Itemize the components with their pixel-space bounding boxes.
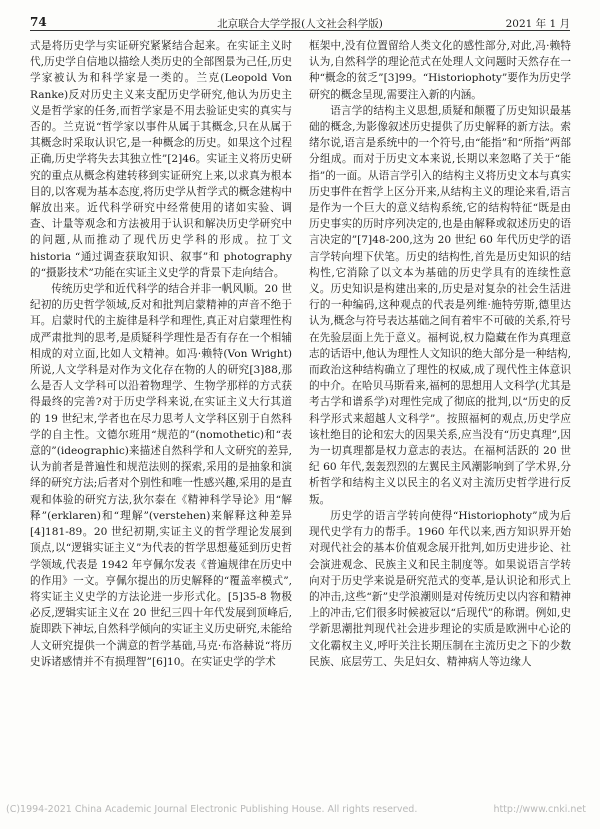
running-header [30, 14, 570, 31]
issue-date: 2021 年 1 月 [505, 18, 570, 30]
page-number: 74 [30, 15, 47, 29]
paragraph: 传统历史学和近代科学的结合并非一帆风顺。20 世纪初的历史哲学领域,反对和批判启蒙精神的声音不绝于耳。启蒙时代的主旋律是科学和理性,真正对启蒙理性构成严肃批判的思考,是质疑科学理性是否有存在一个相辅相成的对立面,比如人文精神。如冯·赖特(Von Wright)所说,人文学科是对作为文化存在物的人的研究[3]88,那么是否人文学科可以沿着物理学、生物学那样的方式获得最终的完善?对于历史学科来说,在实证主义大行其道的 19 世纪末,学者也在尽力思考人文学科区别于自然科学的自主性。文德尔班用“规范的”(nomothetic)和“表意的”(ideographic)来描述自然科学和人文研究的差异,认为前者是普遍性和规范法则的探索,采用的是抽象和演绎的研究方法;后者对个别性和唯一性感兴趣,采用的是直观和体验的研究方法,狄尔泰在《精神科学导论》用“解释”(erklaren)和“理解”(verstehen)来解释这种差异[4]181-89。20 世纪初期,实证主义的哲学理论发展到顶点,以“逻辑实证主义”为代表的哲学思想蔓延到历史哲学领域,代表是 1942 年亨佩尔发表《普遍规律在历史中的作用》一文。亨佩尔提出的历史解释的“覆盖率模式”,将实证主义史学的方法论进一步形式化。[5]35-8 物极必反,逻辑实证主义在 20 世纪三四十年代发展到顶峰后,旋即跌下神坛,自然科学倾向的实证主义历史研究,未能给人文研究提供一个满意的哲学基础,马克·布洛赫说“将历史诉诸感情并不有损理智”[6]10。在实证史学的学术 [30, 283, 292, 668]
copyright-notice: (C)1994-2021 China Academic Journal Electronic Publishing House. All rights reserved. [6, 804, 418, 815]
copyright-footer [0, 804, 600, 818]
paragraph: 式是将历史学与实证研究紧紧结合起来。在实证主义时代,历史学自信地以描绘人类历史的全部图景为己任,历史学家被认为和科学家是一类的。兰克(Leopold Von Ranke)反对历史主义来支配历史学研究,他认为历史主义是哲学家的任务,而哲学家是不用去验证史实的真实与否的。兰克说“哲学家以事件从属于其概念,只在从属于其概念时采取认识它,是一种概念的历史。如果这个过程正确,历史学将失去其独立性”[2]46。实证主义将历史研究的重点从概念构建转移到实证研究上来,以求真为根本目的,以客观为基本态度,将历史学从哲学式的概念建构中解放出来。近代科学研究中经常使用的诸如实验、调查、计量等观念和方法被用于认识和解决历史学研究中的问题,从而推动了现代历史学科的形成。拉丁文 historia “通过调查获取知识、叙事”和 photography 的“摄影技术”功能在实证主义史学的背景下走向结合。 [30, 40, 292, 279]
left-column [30, 38, 292, 778]
paragraph: 语言学的结构主义思想,质疑和颠覆了历史知识最基础的概念,为影像叙述历史提供了历史解释的新方法。索绪尔说,语言是系统中的一个符号,由“能指”和“所指”两部分组成。而对于历史文本来说,长期以来忽略了关于“能指”的一面。从语言学引入的结构主义将历史文本与真实历史事件在哲学上区分开来,从结构主义的理论来看,语言是作为一个巨大的意义结构系统,它的结构特征“既是由历史事实的历时序列决定的,也是由解释或叙述历史的语言决定的”[7]48-200,这为 20 世纪 60 年代历史学的语言学转向埋下伏笔。历史的结构性,首先是历史知识的结构性,它消除了以文本为基础的历史学具有的连续性意义。历史知识是构建出来的,历史是对复杂的社会生活进行的一种编码,这种观点的代表是列维·施特劳斯,德里达认为,概念与符号表达基础之间有着牢不可破的关系,符号在先验层面上先于意义。福柯说,权力隐藏在作为真理意志的话语中,他认为理性人文知识的绝大部分是一种结构,而政治这种结构确立了理性的权威,成了现代性主体意识的中介。在哈贝马斯看来,福柯的思想用人文科学(尤其是考古学和谱系学)对理性完成了彻底的批判,以“历史的反科学形式来超越人文科学”。按照福柯的观点,历史学应该杜绝目的论和宏大的因果关系,应当没有“历史真理”,因为一切真理都是权力意志的表达。在福柯活跃的 20 世纪 60 年代,轰轰烈烈的左翼民主风潮影响到了学术界,分析哲学和结构主义以民主的名义对主流历史哲学进行反叛。 [309, 104, 571, 506]
right-column [309, 38, 571, 778]
source-url: http://www.cnki.net [493, 804, 586, 815]
journal-title: 北京联合大学学报(人文社会科学版) [217, 18, 383, 30]
paragraph: 历史学的语言学转向使得“Historiophoty”成为后现代史学有力的帮手。1960 年代以来,西方知识界开始对现代社会的基本价值观念展开批判,如历史进步论、社会演进观念、民族主义和民主制度等。如果说语言学转向对于历史学来说是研究范式的变革,是认识论和形式上的冲击,这些“新”史学浪潮则是对传统历史以内容和精神上的冲击,它们很多时候被冠以“后现代”的称谓。例如,史学新思潮批判现代社会进步理论的实质是欧洲中心论的文化霸权主义,呼吁关注长期压制在主流历史之下的少数民族、底层劳工、失足妇女、精神病人等边缘人 [309, 509, 571, 668]
paragraph: 框架中,没有位置留给人类文化的感性部分,对此,冯·赖特认为,自然科学的理论范式在处理人文问题时天然存在一种“概念的贫乏”[3]99。“Historiophoty”要作为历史学研究的概念呈现,需要注入新的内涵。 [309, 40, 571, 101]
